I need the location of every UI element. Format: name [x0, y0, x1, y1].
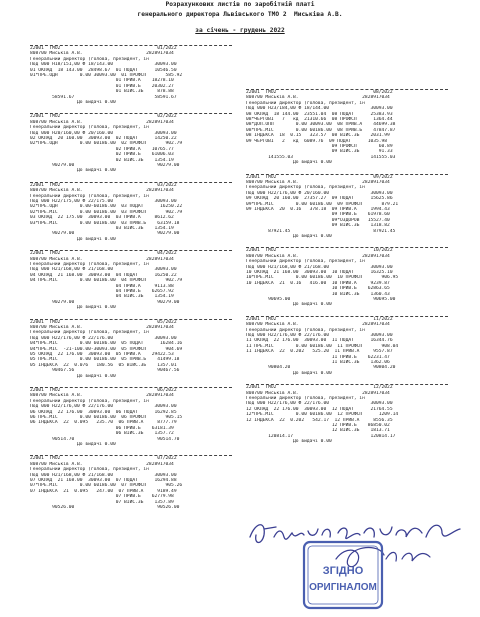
payslip-line: 04 ПРИВ.А 9113.88 — [30, 283, 174, 289]
payslip-line: 90526.00 90526.00 — [30, 504, 180, 510]
payslip-line: 08*ПРЕ.МІС 0.00 60186.00 08 ПРИВ.Б 47847.87 — [246, 127, 396, 133]
payslip-line: 22001 ТМО2 03/2022 — [30, 182, 177, 188]
payslip-line: 09 ВІЙС.ЗБ 91.33 — [246, 149, 393, 155]
payslip-line: Под 000 Н21/168,00 Ф 21/168.00 30093.00 — [246, 264, 393, 270]
payslip-line: 12 ВІЙС.ЗБ 1813.71 — [246, 428, 390, 434]
payslip — [246, 89, 448, 165]
payslip-line: До видачі 0.00 — [246, 160, 332, 166]
payslip — [30, 45, 232, 105]
payslip-line: 12 ПРИВ.Б 86850.02 — [246, 422, 390, 428]
payslip — [246, 384, 448, 444]
stamp-line1: ЗГІДНО — [322, 565, 364, 577]
certified-copy-stamp — [300, 538, 386, 612]
payslip-line: Под 000 Н22/176,00 Ф 22/176.00 30093.00 — [30, 404, 177, 410]
payslip-line: 05 ОКЛАД 22 176.00 30093.00 05 ПРИВ.А 29422.53 — [30, 351, 174, 357]
payslip-line: 06 ПРЕ.МІС 0.00 60186.00 06 ПРОФСП 905.15 — [30, 414, 183, 420]
payslip-line: Генеральний директор (голова, президент, ін — [30, 261, 149, 267]
payslip-line: 10 ВІЙС.ЗБ 1360.43 — [246, 291, 390, 297]
payslip-line: 06 ОКЛАД 22 176.00 30093.00 06 ПОДАТ 16292.85 — [30, 409, 177, 415]
payslip-line: 22001 ТМО2 06/2022 — [30, 388, 177, 393]
payslip-line: 22001 ТМО2 10/2022 — [246, 248, 393, 254]
payslip-line: 90695.00 90695.00 — [246, 296, 396, 302]
payslip-line: 06 ВІЙС.ЗБ 1357.72 — [30, 431, 174, 437]
payslip-line: Генеральний директор (голова, президент, ін — [30, 398, 149, 404]
payslip-line: 12*ПРЕ.МІС 0.00 60186.00 12 ПРОФСП 1209.14 — [246, 412, 399, 418]
payslip-line: 03 ВІЙС.ЗБ 1354.19 — [30, 225, 174, 231]
payslip-line: 87921.45 87921.45 — [246, 228, 396, 234]
payslip-line: 90279.00 90279.00 — [30, 162, 180, 168]
payslip-line: 10 ОКЛАД 21 168.00 30093.00 10 ПОДАТ 16325.10 — [246, 269, 393, 275]
payslip-line: 04*ПРЕ.МІС -21-100.00-30093.00 05 ПРОФСП 904.69 — [30, 346, 183, 352]
payslip-line: 808700 Миськів А.В. 2828917034 — [246, 179, 390, 185]
payslip-line: Генеральний директор (голова, президент, ін — [246, 259, 365, 265]
payslip-line: Под 000 Н18/151,00 Ф 18/143.00 30093.00 — [30, 62, 177, 68]
payslip-line: 808700 Миськів А.В. 2828917034 — [30, 119, 174, 125]
payslip-line: 09 ЧЕРГОВІ 2 кд 6089.76 09 ПОДАТ 1035.98 — [246, 138, 388, 144]
payslip-line: Под 000 Н22/176,00 Ф 22/176.00 30093.00 — [30, 335, 177, 341]
document-subtitle: генерального директора Львівського ТМО 2 Миськіва А.В. — [137, 11, 343, 18]
payslip-line: 808700 Миськів А.В. 2828917034 — [30, 324, 174, 330]
payslip-line: До видачі 0.00 — [30, 373, 116, 379]
payslip — [30, 182, 232, 242]
payslip-line: 22001 ТМО2 01/2022 — [30, 46, 177, 51]
payslip-line: До видачі 0.00 — [246, 302, 332, 308]
payslip-line: 02 ОКЛАД 20 160.00 30093.00 02 ПОДАТ 14250.22 — [30, 135, 177, 141]
payslip-line: 05 ІНДЕКСА 22 0.076 180.56 05 ВІЙС.ЗБ 1357.01 — [30, 362, 177, 368]
payslip-line: Под 000 Н22/175,00 Ф 22/175.00 30093.00 — [30, 198, 177, 204]
payslip-line: 90804.20 90804.20 — [246, 365, 396, 371]
payslip-line: 01 ОКЛАД 18 143.00 28498.67 01 ПОДАТ 10546.50 — [30, 67, 177, 73]
payslip-line: 808700 Миськів А.В. 2828917034 — [30, 461, 174, 467]
payslip-line: 120814.17 120814.17 — [246, 433, 396, 439]
payslip-line: 22001 ТМО2 11/2022 — [246, 316, 393, 322]
payslip-line: Генеральний директор (голова, президент, ін — [30, 193, 149, 199]
payslip-line: 08 ІНДЕКСА 18 0.15 323.57 08 ВІЙС.ЗБ 2031.99 — [246, 133, 390, 139]
payslip-line: 07*ПРЕ.МІС 0.00 60186.00 07 ПРОФСП 905.26 — [30, 483, 183, 489]
payslip-line: 02*ПРЕ.ОДН 0.00-60186.00 03 ПОДАТ 16250.22 — [30, 204, 183, 210]
payslip — [30, 387, 232, 447]
payslip-line: 11 ПРИВ.Б 62231.47 — [246, 354, 390, 360]
payslip-line: 22001 ТМО2 09/2022 — [246, 174, 393, 180]
payslip-line: 07 ВІЙС.ЗБ 1357.89 — [30, 499, 174, 505]
payslip-line: 07 ОКЛАД 21 168.00 30093.00 07 ПОДАТ 16294.88 — [30, 477, 177, 483]
payslip-line: 01 ВІЙС.ЗБ 878.88 — [30, 89, 174, 95]
payslip-line: 10*ПРЕ.МІС 0.00 60186.00 10 ПРОФСП 906.95 — [246, 275, 399, 281]
payslip-line: 90514.70 90514.70 — [30, 436, 180, 442]
payslip — [30, 250, 232, 310]
payslip-line: 808700 Миськів А.В. 2828917034 — [246, 95, 390, 101]
payslip-line: 06 ІНДЕКСА 22 0.095 235.70 06 ПРИВ.А 8777.79 — [30, 420, 177, 426]
payslip-line: 08*ДОП.ОПЛ 0.00 30093.00 08 ПРИВ.А 44699.38 — [246, 122, 396, 128]
payslip-line: 12 ОКЛАД 22 176.00 30093.00 12 ПОДАТ 21764.55 — [246, 406, 393, 412]
document-period: за січень - грудень 2022 — [195, 27, 285, 34]
payslip-line: 09 ОКЛАД 20 160.00 27357.27 09 ПОДАТ 15625.86 — [246, 196, 393, 202]
payslip-line: 09*ПРЕ.МІС 0.00 60186.00 09 ПРОФСП 879.21 — [246, 201, 399, 207]
payslip-line: 808700 Миськів А.В. 2828917034 — [246, 390, 390, 396]
payslip-line: До видачі 0.00 — [30, 441, 116, 447]
payslip — [246, 247, 448, 307]
payslip-line: 03*ПРЕ.МІС 0.00 60186.00 03 ПРИВ.Б 63159.18 — [30, 220, 180, 226]
payslip-line: 03 ОКЛАД 22 175.00 30093.00 03 ПРИВ.А 8612.62 — [30, 215, 174, 221]
payslip-line: До видачі 0.00 — [246, 233, 332, 239]
payslip-line: 90279.00 90279.00 — [30, 231, 180, 237]
payslip-line: Генеральний директор (голова, президент, ін — [30, 467, 149, 473]
payslip-line: 04 ПРЕ.МІС 0.00 60186.00 04 ПРОФСП 902.79 — [30, 278, 183, 284]
payslip-line: 02 ПРИВ.А 10765.77 — [30, 146, 174, 152]
payslip-line: До видачі 0.00 — [30, 236, 116, 242]
payslip-line: 808700 Миськів А.В. 2828917034 — [246, 253, 390, 259]
payslip-line: 08 ОКЛАД 18 144.00 23551.04 08 ПОДАТ 25383.93 — [246, 111, 393, 117]
payslip-line: 09 ВІЙС.ЗБ 1318.82 — [246, 223, 390, 229]
payslip-line: 808700 Миськів А.В. 2828917034 — [246, 322, 390, 328]
payslip-line: 09 ІНДЕКСА 20 0.16 378.18 09 ПРИВ.А 1994.43 — [246, 206, 390, 212]
stamp-line2: ОРИГІНАЛОМ — [309, 582, 377, 593]
payslip-line: Под 000 Н22/176,00 Ф 22/176.00 30093.00 — [246, 332, 393, 338]
payslip-line: 22001 ТМО2 04/2022 — [30, 251, 177, 257]
payslip-line: 04 ПРИВ.Б 62657.92 — [30, 288, 174, 294]
payslip-line: 04 ОКЛАД 21 168.00 30093.00 04 ПОДАТ 16250.22 — [30, 272, 177, 278]
payslip-line: 90467.56 90467.56 — [30, 368, 180, 374]
payslip-line: 07 ПРИВ.Б 62779.98 — [30, 494, 174, 500]
payslip-line: 02 ПРИВ.Б 61006.03 — [30, 152, 174, 158]
payslip-line: 02 ВІЙС.ЗБ 1354.19 — [30, 157, 174, 163]
document-title: Розрахункових листів по заробітній платі — [165, 1, 315, 8]
payslip-line: 09*ОЗДОРОВ 15527.40 — [246, 217, 390, 223]
payslip-line: Под 000 Н22/176,00 Ф 20/160.00 30093.00 — [246, 190, 393, 196]
payslip-line: 22001 ТМО2 05/2022 — [30, 319, 177, 325]
payslip-line: 07 ІНДЕКСА 21 0.095 247.00 07 ПРИВ.А 9189.49 — [30, 488, 177, 494]
payslip — [30, 113, 232, 173]
payslip-line: 22001 ТМО2 12/2022 — [246, 385, 393, 391]
payslip-line: Генеральний директор (голова, президент, ін — [246, 395, 365, 401]
payslip-line: 12 ІНДЕКСА 22 0.202 542.17 12 ПРИВ.А 8556.35 — [246, 417, 393, 423]
payslip-line: Под 000 Н23/184,00 Ф 18/144.00 30093.00 — [246, 106, 393, 112]
payslip-line: До видачі 0.00 — [246, 439, 332, 445]
payslip-line: Под 000 Н21/168,00 Ф 21/168.00 30093.00 — [30, 472, 177, 478]
payslip-line: До видачі 0.00 — [246, 370, 332, 376]
payslip — [246, 316, 448, 376]
payslip-line: Генеральний директор (голова, президент, ін — [246, 327, 365, 333]
payslip-line: 90279.00 90279.00 — [30, 299, 180, 305]
payslip-line: 01 ПРИВ.Б 20302.27 — [30, 83, 174, 89]
payslip-line: 11 ВІЙС.ЗБ 1362.06 — [246, 359, 390, 365]
payslip-line: 11 ІНДЕКСА 22 0.202 525.20 11 ПРИВ.А 9557.87 — [246, 349, 393, 355]
payslip-line: Генеральний директор (голова, президент, ін — [246, 185, 365, 191]
payslip-line: 10 ІНДЕКСА 21 0.16 416.00 10 ПРИВ.А 9239.87 — [246, 280, 390, 286]
payslip-line: 808700 Миськів А.В. 2828917034 — [30, 393, 174, 399]
payslip-line: 58591.67 58591.67 — [30, 94, 177, 100]
payslip-line: 01*ПРЕ.ОДН 0.00 30093.00 01 ПРОФСП 585.92 — [30, 72, 183, 78]
payslip-line: 11 ПРЕ.МІС 0.00 60186.00 11 ПРОФСП 908.04 — [246, 343, 399, 349]
payslip-line: 02*ПРЕ.МІС 0.00 60186.00 03 ПРОФСП 902.79 — [30, 209, 183, 215]
payslip-line: До видачі 0.00 — [30, 99, 116, 105]
payslip-line: Генеральний директор (голова, президент, ін — [30, 125, 149, 131]
payslip-line: Под 000 Н21/168,00 Ф 21/168.00 30093.00 — [30, 267, 177, 273]
payslip-line: 02*ПРЕ.ОДН 0.00 60186.00 02 ПРОФСП 902.79 — [30, 141, 183, 147]
payslip-line: 06 ПРИВ.Б 63181.39 — [30, 425, 174, 431]
payslip-line: 11 ОКЛАД 22 176.00 30093.00 11 ПОДАТ 16344.76 — [246, 338, 393, 344]
payslip-line: 01 ПРИВ.А 18278.10 — [30, 78, 174, 84]
payslip-line: 10 ПРИВ.Б 62863.65 — [246, 286, 390, 292]
payslip-line: 22001 ТМО2 07/2022 — [30, 456, 177, 462]
payslip-line: 09 ПРОФСП 60.89 — [246, 143, 393, 149]
payslip-line: Под 000 Н20/160,00 Ф 20/160.00 30093.00 — [30, 130, 177, 136]
payslip-line: 08*ЧЕРГОВІ 7 кд 21310.66 08 ПРОФСП 1364.44 — [246, 116, 393, 122]
payslip — [246, 174, 448, 240]
payslip-line: 22001 ТМО2 08/2022 — [246, 90, 393, 95]
payslip-line: 22001 ТМО2 02/2022 — [30, 114, 177, 120]
payslip-line: 04 ВІЙС.ЗБ 1354.19 — [30, 294, 174, 300]
payslip-line: 141555.03 141555.03 — [246, 154, 396, 160]
payslip-line: 808700 Миськів А.В. 2828917034 — [30, 188, 174, 194]
payslip-line: 04*ПРЕ.МІС 0.00 60186.00 05 ПОДАТ 16284.16 — [30, 341, 183, 347]
payslip-line: Генеральний директор (голова, президент, ін — [246, 100, 365, 106]
payslip-line: Генеральний директор (голова, президент, ін — [30, 56, 149, 62]
payslip-line: 05 ПРЕ.МІС 0.00 60186.00 05 ПРИВ.Б 41499.18 — [30, 357, 180, 363]
payslip — [30, 319, 232, 379]
payslip-line: 09 ПРИВ.Б 61978.60 — [246, 212, 390, 218]
payslip-line: До видачі 0.00 — [30, 168, 116, 174]
payslip-line: 808700 Миськів А.В. 2828917034 — [30, 256, 174, 262]
payslip — [30, 455, 232, 510]
payslip-line: Под 000 Н22/176,00 Ф 22/176.00 30093.00 — [246, 401, 393, 407]
payslip-line: 808700 Миськів А.В. 2828917034 — [30, 51, 174, 57]
payslip-line: До видачі 0.00 — [30, 305, 116, 311]
payslip-line: Генеральний директор (голова, президент, ін — [30, 330, 149, 336]
